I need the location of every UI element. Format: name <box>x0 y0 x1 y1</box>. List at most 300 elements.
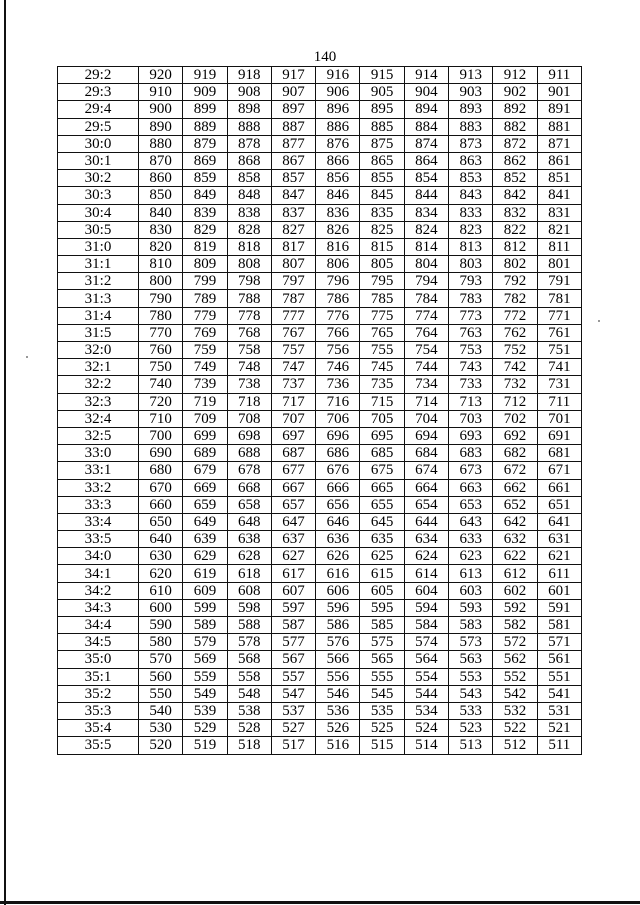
score-cell: 645 <box>360 513 404 530</box>
score-cell: 876 <box>316 135 360 152</box>
score-cell: 899 <box>183 101 227 118</box>
score-cell: 656 <box>316 496 360 513</box>
score-cell: 634 <box>404 531 448 548</box>
score-cell: 700 <box>139 427 183 444</box>
score-cell: 556 <box>316 668 360 685</box>
score-cell: 748 <box>227 359 271 376</box>
time-cell: 32:5 <box>58 427 139 444</box>
score-cell: 605 <box>360 582 404 599</box>
score-cell: 817 <box>271 238 315 255</box>
score-cell: 601 <box>537 582 581 599</box>
score-cell: 902 <box>493 84 537 101</box>
score-cell: 775 <box>360 307 404 324</box>
score-cell: 606 <box>316 582 360 599</box>
score-cell: 896 <box>316 101 360 118</box>
score-cell: 633 <box>449 531 493 548</box>
score-cell: 547 <box>271 685 315 702</box>
score-cell: 720 <box>139 393 183 410</box>
score-cell: 655 <box>360 496 404 513</box>
score-cell: 576 <box>316 634 360 651</box>
page-left-border <box>4 0 6 905</box>
score-cell: 879 <box>183 135 227 152</box>
score-cell: 540 <box>139 702 183 719</box>
score-cell: 822 <box>493 221 537 238</box>
score-cell: 887 <box>271 118 315 135</box>
table-row <box>58 634 582 651</box>
score-cell: 863 <box>449 152 493 169</box>
score-cell: 843 <box>449 187 493 204</box>
score-cell: 914 <box>404 67 448 84</box>
score-cell: 516 <box>316 737 360 754</box>
score-cell: 732 <box>493 376 537 393</box>
score-table-body <box>58 67 582 755</box>
score-cell: 617 <box>271 565 315 582</box>
score-cell: 909 <box>183 84 227 101</box>
score-cell: 780 <box>139 307 183 324</box>
score-cell: 517 <box>271 737 315 754</box>
score-cell: 712 <box>493 393 537 410</box>
score-cell: 626 <box>316 548 360 565</box>
score-cell: 912 <box>493 67 537 84</box>
table-row <box>58 152 582 169</box>
score-cell: 874 <box>404 135 448 152</box>
score-cell: 544 <box>404 685 448 702</box>
table-row <box>58 67 582 84</box>
score-cell: 920 <box>139 67 183 84</box>
score-cell: 701 <box>537 410 581 427</box>
table-row <box>58 513 582 530</box>
score-cell: 587 <box>271 617 315 634</box>
score-cell: 574 <box>404 634 448 651</box>
score-cell: 759 <box>183 342 227 359</box>
time-cell: 35:2 <box>58 685 139 702</box>
table-row <box>58 221 582 238</box>
score-cell: 754 <box>404 342 448 359</box>
score-cell: 620 <box>139 565 183 582</box>
score-cell: 900 <box>139 101 183 118</box>
score-cell: 683 <box>449 445 493 462</box>
time-cell: 31:0 <box>58 238 139 255</box>
table-row <box>58 359 582 376</box>
time-cell: 30:0 <box>58 135 139 152</box>
score-cell: 866 <box>316 152 360 169</box>
score-cell: 837 <box>271 204 315 221</box>
table-row <box>58 427 582 444</box>
score-cell: 818 <box>227 238 271 255</box>
score-cell: 638 <box>227 531 271 548</box>
score-cell: 804 <box>404 256 448 273</box>
time-cell: 30:5 <box>58 221 139 238</box>
score-cell: 820 <box>139 238 183 255</box>
score-cell: 608 <box>227 582 271 599</box>
score-cell: 766 <box>316 324 360 341</box>
score-cell: 545 <box>360 685 404 702</box>
score-cell: 706 <box>316 410 360 427</box>
score-cell: 782 <box>493 290 537 307</box>
score-cell: 753 <box>449 342 493 359</box>
table-row <box>58 462 582 479</box>
score-cell: 561 <box>537 651 581 668</box>
score-cell: 903 <box>449 84 493 101</box>
score-cell: 532 <box>493 702 537 719</box>
score-cell: 681 <box>537 445 581 462</box>
score-cell: 813 <box>449 238 493 255</box>
score-cell: 567 <box>271 651 315 668</box>
score-cell: 622 <box>493 548 537 565</box>
score-cell: 783 <box>449 290 493 307</box>
score-cell: 668 <box>227 479 271 496</box>
score-cell: 607 <box>271 582 315 599</box>
score-cell: 651 <box>537 496 581 513</box>
score-cell: 781 <box>537 290 581 307</box>
score-cell: 825 <box>360 221 404 238</box>
score-cell: 833 <box>449 204 493 221</box>
score-cell: 787 <box>271 290 315 307</box>
score-cell: 841 <box>537 187 581 204</box>
score-cell: 767 <box>271 324 315 341</box>
table-row <box>58 256 582 273</box>
score-cell: 511 <box>537 737 581 754</box>
score-cell: 542 <box>493 685 537 702</box>
table-row <box>58 307 582 324</box>
score-cell: 796 <box>316 273 360 290</box>
score-cell: 871 <box>537 135 581 152</box>
score-cell: 856 <box>316 170 360 187</box>
table-row <box>58 531 582 548</box>
score-cell: 522 <box>493 720 537 737</box>
score-cell: 842 <box>493 187 537 204</box>
score-cell: 550 <box>139 685 183 702</box>
score-cell: 857 <box>271 170 315 187</box>
time-cell: 31:1 <box>58 256 139 273</box>
score-cell: 644 <box>404 513 448 530</box>
score-cell: 916 <box>316 67 360 84</box>
table-row <box>58 118 582 135</box>
score-cell: 878 <box>227 135 271 152</box>
score-cell: 677 <box>271 462 315 479</box>
time-cell: 30:2 <box>58 170 139 187</box>
score-cell: 664 <box>404 479 448 496</box>
score-cell: 882 <box>493 118 537 135</box>
score-cell: 680 <box>139 462 183 479</box>
score-cell: 905 <box>360 84 404 101</box>
score-cell: 515 <box>360 737 404 754</box>
table-row <box>58 135 582 152</box>
score-cell: 640 <box>139 531 183 548</box>
score-cell: 821 <box>537 221 581 238</box>
score-cell: 554 <box>404 668 448 685</box>
score-cell: 832 <box>493 204 537 221</box>
time-cell: 31:3 <box>58 290 139 307</box>
score-cell: 745 <box>360 359 404 376</box>
score-cell: 810 <box>139 256 183 273</box>
score-cell: 654 <box>404 496 448 513</box>
score-cell: 776 <box>316 307 360 324</box>
score-cell: 578 <box>227 634 271 651</box>
score-cell: 625 <box>360 548 404 565</box>
time-cell: 29:5 <box>58 118 139 135</box>
score-cell: 566 <box>316 651 360 668</box>
score-cell: 831 <box>537 204 581 221</box>
score-cell: 536 <box>316 702 360 719</box>
score-cell: 897 <box>271 101 315 118</box>
score-cell: 558 <box>227 668 271 685</box>
score-cell: 744 <box>404 359 448 376</box>
score-cell: 670 <box>139 479 183 496</box>
score-cell: 799 <box>183 273 227 290</box>
score-cell: 618 <box>227 565 271 582</box>
time-cell: 32:2 <box>58 376 139 393</box>
score-cell: 910 <box>139 84 183 101</box>
score-cell: 531 <box>537 702 581 719</box>
score-cell: 650 <box>139 513 183 530</box>
score-cell: 851 <box>537 170 581 187</box>
score-cell: 702 <box>493 410 537 427</box>
table-row <box>58 685 582 702</box>
score-cell: 584 <box>404 617 448 634</box>
score-cell: 890 <box>139 118 183 135</box>
table-row <box>58 496 582 513</box>
score-cell: 688 <box>227 445 271 462</box>
score-cell: 577 <box>271 634 315 651</box>
score-cell: 915 <box>360 67 404 84</box>
score-cell: 641 <box>537 513 581 530</box>
score-cell: 588 <box>227 617 271 634</box>
score-cell: 653 <box>449 496 493 513</box>
score-cell: 520 <box>139 737 183 754</box>
score-cell: 840 <box>139 204 183 221</box>
table-row <box>58 170 582 187</box>
score-cell: 884 <box>404 118 448 135</box>
score-cell: 549 <box>183 685 227 702</box>
score-cell: 518 <box>227 737 271 754</box>
score-cell: 560 <box>139 668 183 685</box>
score-cell: 710 <box>139 410 183 427</box>
table-row <box>58 273 582 290</box>
score-cell: 679 <box>183 462 227 479</box>
score-cell: 694 <box>404 427 448 444</box>
score-cell: 593 <box>449 599 493 616</box>
time-cell: 30:1 <box>58 152 139 169</box>
page-bottom-border <box>0 901 640 904</box>
score-cell: 635 <box>360 531 404 548</box>
score-cell: 557 <box>271 668 315 685</box>
score-cell: 676 <box>316 462 360 479</box>
score-cell: 735 <box>360 376 404 393</box>
score-cell: 764 <box>404 324 448 341</box>
score-cell: 872 <box>493 135 537 152</box>
score-cell: 614 <box>404 565 448 582</box>
time-cell: 30:4 <box>58 204 139 221</box>
score-cell: 533 <box>449 702 493 719</box>
score-cell: 609 <box>183 582 227 599</box>
score-cell: 772 <box>493 307 537 324</box>
score-cell: 758 <box>227 342 271 359</box>
score-cell: 590 <box>139 617 183 634</box>
score-cell: 848 <box>227 187 271 204</box>
time-cell: 33:1 <box>58 462 139 479</box>
score-cell: 637 <box>271 531 315 548</box>
score-cell: 862 <box>493 152 537 169</box>
score-cell: 904 <box>404 84 448 101</box>
score-cell: 596 <box>316 599 360 616</box>
score-cell: 669 <box>183 479 227 496</box>
score-cell: 563 <box>449 651 493 668</box>
table-row <box>58 548 582 565</box>
score-cell: 828 <box>227 221 271 238</box>
score-cell: 628 <box>227 548 271 565</box>
score-cell: 901 <box>537 84 581 101</box>
score-cell: 763 <box>449 324 493 341</box>
score-cell: 528 <box>227 720 271 737</box>
time-cell: 35:1 <box>58 668 139 685</box>
score-cell: 894 <box>404 101 448 118</box>
score-cell: 604 <box>404 582 448 599</box>
score-cell: 699 <box>183 427 227 444</box>
score-cell: 657 <box>271 496 315 513</box>
table-row <box>58 565 582 582</box>
score-cell: 519 <box>183 737 227 754</box>
score-cell: 682 <box>493 445 537 462</box>
score-cell: 790 <box>139 290 183 307</box>
score-cell: 913 <box>449 67 493 84</box>
score-cell: 870 <box>139 152 183 169</box>
score-cell: 599 <box>183 599 227 616</box>
score-cell: 768 <box>227 324 271 341</box>
score-cell: 647 <box>271 513 315 530</box>
time-cell: 29:2 <box>58 67 139 84</box>
table-row <box>58 324 582 341</box>
score-cell: 615 <box>360 565 404 582</box>
score-cell: 742 <box>493 359 537 376</box>
score-cell: 662 <box>493 479 537 496</box>
score-cell: 873 <box>449 135 493 152</box>
score-cell: 572 <box>493 634 537 651</box>
score-cell: 868 <box>227 152 271 169</box>
score-cell: 797 <box>271 273 315 290</box>
score-cell: 695 <box>360 427 404 444</box>
score-cell: 673 <box>449 462 493 479</box>
score-cell: 788 <box>227 290 271 307</box>
score-cell: 738 <box>227 376 271 393</box>
score-cell: 716 <box>316 393 360 410</box>
time-cell: 32:3 <box>58 393 139 410</box>
score-cell: 704 <box>404 410 448 427</box>
score-cell: 850 <box>139 187 183 204</box>
score-cell: 847 <box>271 187 315 204</box>
score-cell: 689 <box>183 445 227 462</box>
time-cell: 33:0 <box>58 445 139 462</box>
score-cell: 623 <box>449 548 493 565</box>
score-cell: 719 <box>183 393 227 410</box>
score-cell: 784 <box>404 290 448 307</box>
score-cell: 667 <box>271 479 315 496</box>
page-number: 140 <box>313 49 337 65</box>
score-cell: 538 <box>227 702 271 719</box>
score-cell: 806 <box>316 256 360 273</box>
score-cell: 801 <box>537 256 581 273</box>
score-cell: 805 <box>360 256 404 273</box>
score-cell: 803 <box>449 256 493 273</box>
score-cell: 795 <box>360 273 404 290</box>
score-cell: 865 <box>360 152 404 169</box>
score-cell: 867 <box>271 152 315 169</box>
score-cell: 859 <box>183 170 227 187</box>
score-cell: 741 <box>537 359 581 376</box>
score-cell: 791 <box>537 273 581 290</box>
score-cell: 895 <box>360 101 404 118</box>
score-cell: 836 <box>316 204 360 221</box>
score-cell: 674 <box>404 462 448 479</box>
score-cell: 800 <box>139 273 183 290</box>
time-cell: 34:2 <box>58 582 139 599</box>
score-cell: 665 <box>360 479 404 496</box>
score-cell: 671 <box>537 462 581 479</box>
score-cell: 575 <box>360 634 404 651</box>
score-cell: 551 <box>537 668 581 685</box>
score-cell: 830 <box>139 221 183 238</box>
score-cell: 660 <box>139 496 183 513</box>
score-cell: 514 <box>404 737 448 754</box>
score-cell: 611 <box>537 565 581 582</box>
score-cell: 898 <box>227 101 271 118</box>
score-cell: 849 <box>183 187 227 204</box>
score-cell: 534 <box>404 702 448 719</box>
score-cell: 569 <box>183 651 227 668</box>
time-cell: 35:5 <box>58 737 139 754</box>
score-cell: 889 <box>183 118 227 135</box>
score-cell: 881 <box>537 118 581 135</box>
score-cell: 559 <box>183 668 227 685</box>
time-cell: 35:0 <box>58 651 139 668</box>
score-cell: 649 <box>183 513 227 530</box>
score-cell: 770 <box>139 324 183 341</box>
score-cell: 786 <box>316 290 360 307</box>
table-row <box>58 393 582 410</box>
score-cell: 672 <box>493 462 537 479</box>
time-cell: 34:0 <box>58 548 139 565</box>
score-cell: 746 <box>316 359 360 376</box>
score-cell: 629 <box>183 548 227 565</box>
score-cell: 636 <box>316 531 360 548</box>
score-cell: 880 <box>139 135 183 152</box>
score-cell: 815 <box>360 238 404 255</box>
score-cell: 630 <box>139 548 183 565</box>
score-cell: 585 <box>360 617 404 634</box>
score-cell: 632 <box>493 531 537 548</box>
score-cell: 886 <box>316 118 360 135</box>
score-cell: 718 <box>227 393 271 410</box>
score-cell: 627 <box>271 548 315 565</box>
table-row <box>58 737 582 754</box>
score-cell: 552 <box>493 668 537 685</box>
time-cell: 34:1 <box>58 565 139 582</box>
score-cell: 765 <box>360 324 404 341</box>
score-cell: 750 <box>139 359 183 376</box>
score-cell: 675 <box>360 462 404 479</box>
table-row <box>58 204 582 221</box>
score-cell: 919 <box>183 67 227 84</box>
score-cell: 582 <box>493 617 537 634</box>
score-cell: 684 <box>404 445 448 462</box>
table-row <box>58 599 582 616</box>
score-cell: 771 <box>537 307 581 324</box>
score-cell: 583 <box>449 617 493 634</box>
score-cell: 659 <box>183 496 227 513</box>
score-cell: 652 <box>493 496 537 513</box>
score-cell: 911 <box>537 67 581 84</box>
time-cell: 33:4 <box>58 513 139 530</box>
